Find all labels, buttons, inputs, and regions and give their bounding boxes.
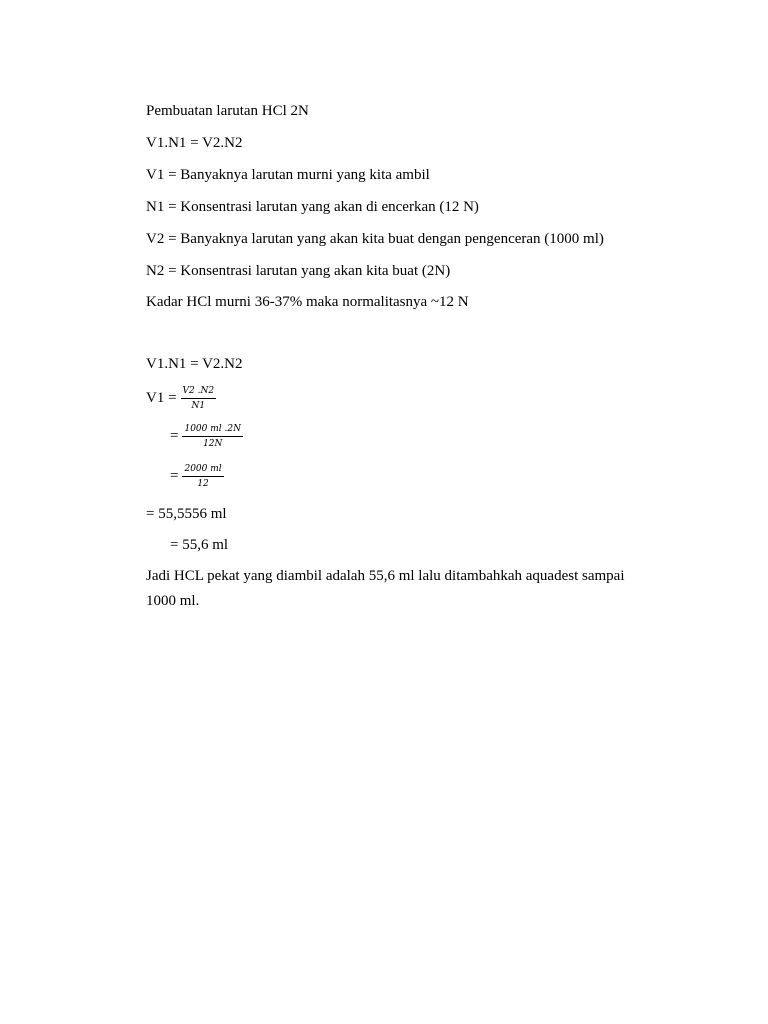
definition-v2: V2 = Banyaknya larutan yang akan kita buat dengan pengenceran (1000 ml) <box>146 231 604 247</box>
step-2-lhs: = <box>170 428 179 444</box>
purity-note: Kadar HCl murni 36-37% maka normalitasnya ~12 N <box>146 294 469 310</box>
calculation-result-1: = 55,5556 ml <box>146 506 227 522</box>
calculation-step-2 <box>170 423 243 450</box>
calculation-result-2: = 55,6 ml <box>170 537 229 553</box>
definition-v1: V1 = Banyaknya larutan murni yang kita ambil <box>146 167 430 183</box>
document-title: Pembuatan larutan HCl 2N <box>146 103 309 119</box>
definition-n1: N1 = Konsentrasi larutan yang akan di encerkan (12 N) <box>146 199 479 215</box>
conclusion-paragraph: Jadi HCL pekat yang diambil adalah 55,6 ml lalu ditambahkah aquadest sampai 1000 ml. <box>146 568 625 609</box>
calculation-step-3 <box>170 463 224 490</box>
definition-n2: N2 = Konsentrasi larutan yang akan kita buat (2N) <box>146 263 451 279</box>
step-1-lhs: V1 = <box>146 390 177 406</box>
dilution-formula: V1.N1 = V2.N2 <box>146 135 243 151</box>
calculation-step-1 <box>146 385 216 412</box>
step-3-numerator: 2000 ml <box>182 463 223 477</box>
step-2-numerator: 1000 ml .2N <box>182 423 243 437</box>
step-3-denominator: 12 <box>197 479 209 489</box>
step-1-numerator: V2 .N2 <box>181 385 217 399</box>
step-1-denominator: N1 <box>191 401 206 411</box>
calculation-formula: V1.N1 = V2.N2 <box>146 356 243 372</box>
step-1-fraction <box>181 385 217 412</box>
step-2-denominator: 12N <box>203 439 223 449</box>
step-3-lhs: = <box>170 468 179 484</box>
step-2-fraction <box>182 423 243 450</box>
step-3-fraction <box>182 463 223 490</box>
